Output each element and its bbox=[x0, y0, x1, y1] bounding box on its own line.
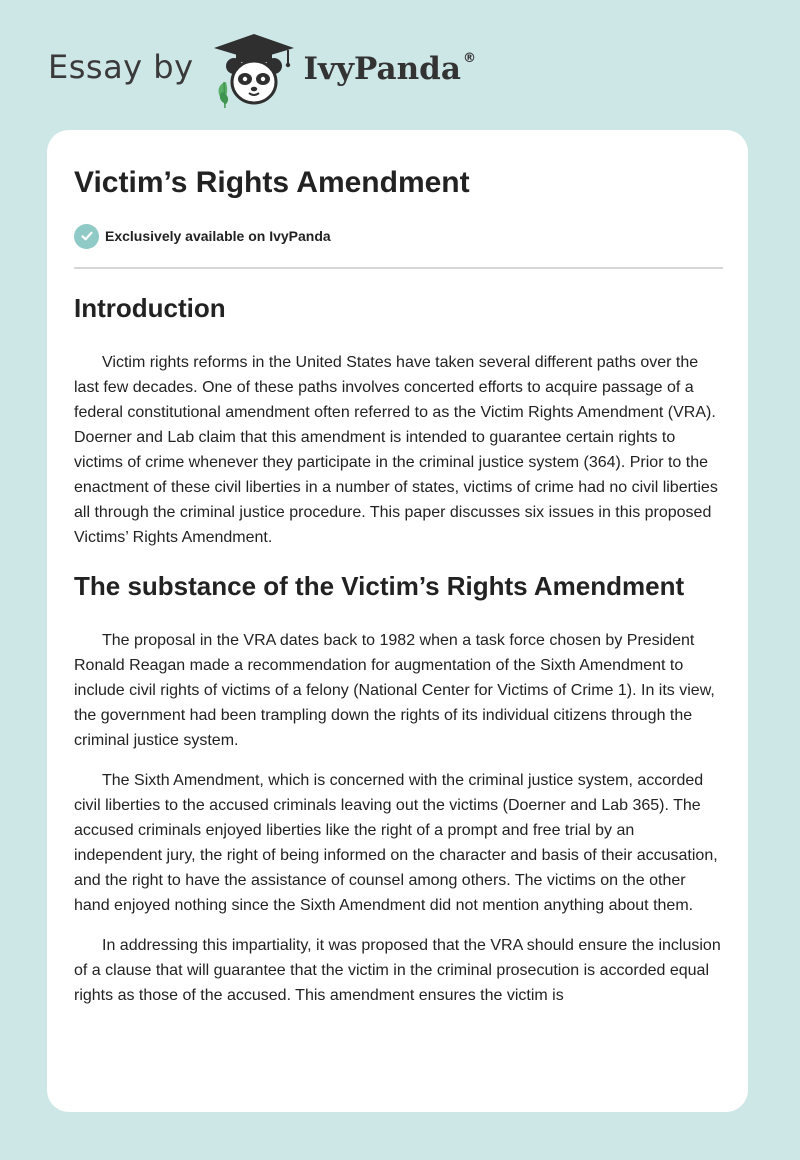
paragraph: In addressing this impartiality, it was proposed that the VRA should ensure the inclusion of a clause that will guarantee that the victim in the criminal prosecution is accorded equal rights as those of the accused. This amendment ensures the victim is bbox=[74, 937, 721, 1004]
exclusive-badge bbox=[74, 222, 723, 250]
brand-header bbox=[48, 30, 476, 110]
paragraph: Victim rights reforms in the United States have taken several different paths over the last few decades. One of these paths involves concerted efforts to acquire passage of a federal constitutional amendment often referred to as the Victim Rights Amendment (VRA). Doerner and Lab claim that this amendment is intended to guarantee certain rights to victims of crime whenever they participate in the criminal justice system (364). Prior to the enactment of these civil liberties in a number of states, victims of crime had no civil liberties all through the criminal justice procedure. This paper discusses six issues in this proposed Victims’ Rights Amendment. bbox=[74, 354, 718, 546]
paragraph: The Sixth Amendment, which is concerned with the criminal justice system, accorded civil liberties to the accused criminals leaving out the victims (Doerner and Lab 365). The accused criminals enjoyed liberties like the right of a prompt and free trial by an independent jury, the right of being informed on the character and basis of their accusation, and the right to have the assistance of counsel among others. The victims on the other hand enjoyed nothing since the Sixth Amendment did not mention anything about them. bbox=[74, 772, 718, 914]
section-heading-introduction: Introduction bbox=[74, 293, 226, 323]
panda-logo-icon bbox=[208, 30, 300, 110]
essay-content bbox=[74, 162, 723, 1008]
brand-name bbox=[304, 51, 476, 87]
check-icon bbox=[74, 224, 99, 249]
title-divider bbox=[74, 267, 723, 269]
exclusive-badge-label: Exclusively available on IvyPanda bbox=[105, 228, 331, 244]
brand-prefix: Essay by bbox=[48, 48, 194, 86]
section-heading-substance: The substance of the Victim’s Rights Amendment bbox=[74, 571, 685, 601]
registered-mark: ® bbox=[462, 50, 476, 66]
brand-name-text: IvyPanda bbox=[303, 51, 461, 87]
essay-card bbox=[47, 130, 748, 1112]
paragraph: The proposal in the VRA dates back to 1982 when a task force chosen by President Ronald Reagan made a recommendation for augmentation of the Sixth Amendment to include civil rights of victims of a felony (National Center for Victims of Crime 1). In its view, the government had been trampling down the rights of its individual citizens through the criminal justice system. bbox=[74, 632, 715, 749]
essay-title: Victim’s Rights Amendment bbox=[74, 166, 470, 199]
